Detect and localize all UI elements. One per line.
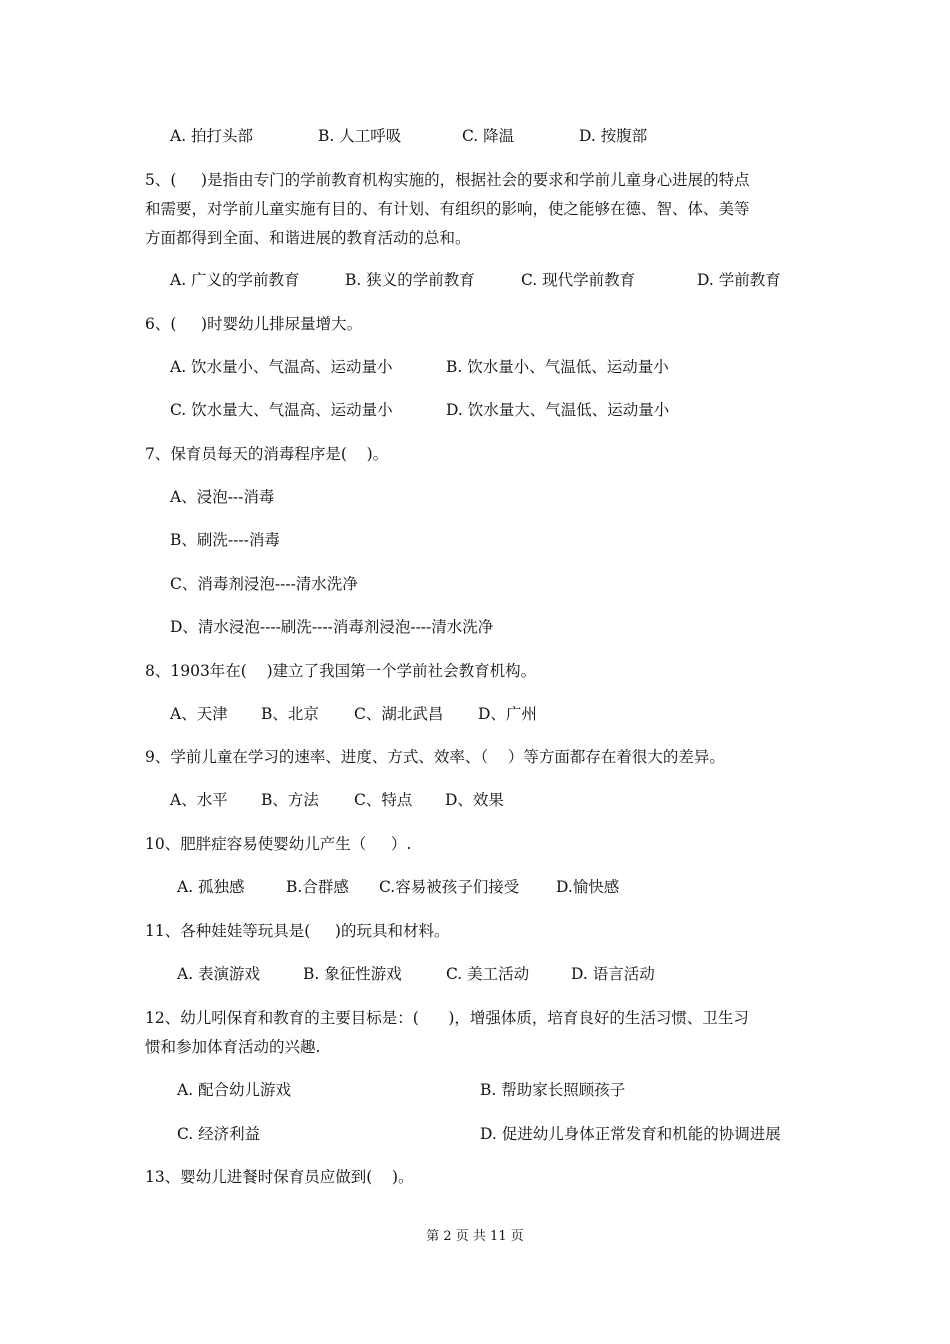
q11-option-b: B. 象征性游戏 [303, 965, 402, 983]
q13-stem: 13、婴幼儿进餐时保育员应做到( )。 [145, 1168, 414, 1186]
q5-option-c: C. 现代学前教育 [521, 271, 636, 289]
q7-option-c: C、消毒剂浸泡----清水洗净 [170, 575, 358, 593]
q5-option-b: B. 狭义的学前教育 [345, 271, 475, 289]
q10-stem: 10、肥胖症容易使婴幼儿产生（ ）. [145, 835, 412, 853]
q12-stem-line-2: 惯和参加体育活动的兴趣. [145, 1038, 321, 1056]
q11-option-d: D. 语言活动 [571, 965, 655, 983]
page-number-footer: 第 2 页 共 11 页 [426, 1229, 524, 1244]
q4-option-c: C. 降温 [462, 127, 515, 145]
q12-option-d: D. 促进幼儿身体正常发育和机能的协调进展 [480, 1125, 781, 1143]
q8-option-b: B、北京 [261, 705, 319, 723]
q6-stem: 6、( )时婴幼儿排尿量增大。 [145, 315, 363, 333]
q8-option-a: A、天津 [170, 705, 228, 723]
q8-option-d: D、广州 [478, 705, 537, 723]
q9-option-a: A、水平 [170, 791, 228, 809]
q6-option-c: C. 饮水量大、气温高、运动量小 [170, 401, 393, 419]
q5-stem-line-1: 5、( )是指由专门的学前教育机构实施的，根据社会的要求和学前儿童身心进展的特点 [145, 171, 750, 189]
q9-option-c: C、特点 [354, 791, 413, 809]
q4-option-d: D. 按腹部 [579, 127, 648, 145]
q4-option-b: B. 人工呼吸 [318, 127, 402, 145]
q12-option-c: C. 经济利益 [177, 1125, 261, 1143]
q5-stem-line-2: 和需要，对学前儿童实施有目的、有计划、有组织的影响，使之能够在德、智、体、美等 [145, 200, 750, 218]
q9-stem: 9、学前儿童在学习的速率、进度、方式、效率、（ ）等方面都存在着很大的差异。 [145, 748, 725, 766]
q7-option-d: D、清水浸泡----刷洗----消毒剂浸泡----清水洗净 [170, 618, 494, 636]
q8-option-c: C、湖北武昌 [354, 705, 444, 723]
q12-stem-line-1: 12、幼儿吲保育和教育的主要目标是：( )，增强体质，培育良好的生活习惯、卫生习 [145, 1009, 749, 1027]
q7-option-b: B、刷洗----消毒 [170, 531, 280, 549]
q7-option-a: A、浸泡---消毒 [170, 488, 275, 506]
q11-option-c: C. 美工活动 [446, 965, 530, 983]
q10-option-c: C.容易被孩子们接受 [379, 878, 520, 896]
q6-option-d: D. 饮水量大、气温低、运动量小 [446, 401, 670, 419]
q7-stem: 7、保育员每天的消毒程序是( )。 [145, 445, 389, 463]
q10-option-d: D.愉快感 [556, 878, 620, 896]
q9-option-d: D、效果 [445, 791, 504, 809]
q5-option-a: A. 广义的学前教育 [170, 271, 300, 289]
q4-option-a: A. 拍打头部 [170, 127, 254, 145]
q5-option-d: D. 学前教育 [697, 271, 781, 289]
q9-option-b: B、方法 [261, 791, 319, 809]
q12-option-b: B. 帮助家长照顾孩子 [480, 1081, 626, 1099]
q6-option-a: A. 饮水量小、气温高、运动量小 [170, 358, 393, 376]
q10-option-b: B.合群感 [286, 878, 349, 896]
q5-stem-line-3: 方面都得到全面、和谐进展的教育活动的总和。 [145, 229, 471, 247]
q12-option-a: A. 配合幼儿游戏 [177, 1081, 292, 1099]
q11-option-a: A. 表演游戏 [177, 965, 261, 983]
q8-stem: 8、1903年在( )建立了我国第一个学前社会教育机构。 [145, 662, 537, 680]
q6-option-b: B. 饮水量小、气温低、运动量小 [446, 358, 669, 376]
q10-option-a: A. 孤独感 [177, 878, 245, 896]
q11-stem: 11、各种娃娃等玩具是( )的玩具和材料。 [145, 922, 450, 940]
